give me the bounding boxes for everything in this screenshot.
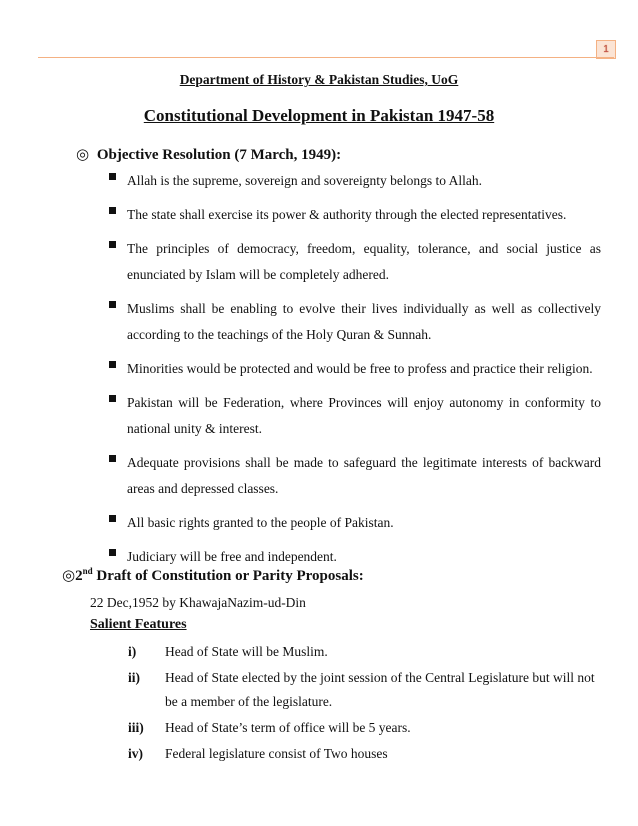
department-heading: Department of History & Pakistan Studies, UoG: [179, 72, 459, 87]
salient-features-label: Salient Features: [90, 617, 187, 632]
page-number: 1: [603, 44, 609, 55]
target-icon: ◎: [62, 568, 76, 584]
square-bullet-icon: [109, 361, 116, 368]
header-rule: [38, 57, 614, 58]
square-bullet-icon: [109, 455, 116, 462]
list-item: [0, 356, 638, 382]
list-item-text: Minorities would be protected and would be free to profess and practice their religion.: [127, 361, 593, 376]
feature-text: Head of State elected by the joint session of the Central Legislature but will not be a member of the legislature.: [165, 670, 595, 709]
feature-number: i): [128, 644, 137, 659]
heading-ordinal: nd: [82, 566, 93, 576]
feature-number: iv): [128, 746, 143, 761]
square-bullet-icon: [109, 241, 116, 248]
list-item-text: Judiciary will be free and independent.: [127, 549, 337, 564]
list-item: [0, 236, 638, 288]
square-bullet-icon: [109, 395, 116, 402]
list-item: [0, 168, 638, 194]
list-item-text: Adequate provisions shall be made to safeguard the legitimate interests of backward areas and depressed classes.: [127, 455, 601, 496]
list-item-text: The principles of democracy, freedom, equality, tolerance, and social justice as enunciated by Islam will be completely adhered.: [127, 241, 601, 282]
list-item: [0, 510, 638, 536]
objective-resolution-list: [0, 172, 638, 582]
list-item: [0, 390, 638, 442]
feature-number: iii): [128, 720, 144, 735]
square-bullet-icon: [109, 173, 116, 180]
square-bullet-icon: [109, 549, 116, 556]
date-line: 22 Dec,1952 by KhawajaNazim-ud-Din: [90, 595, 306, 610]
square-bullet-icon: [109, 515, 116, 522]
objective-resolution-heading: [76, 145, 341, 164]
feature-text: Federal legislature consist of Two houses: [165, 746, 388, 761]
parity-proposals-heading: [62, 566, 364, 585]
feature-item: [0, 640, 638, 664]
feature-text: Head of State’s term of office will be 5 years.: [165, 720, 411, 735]
list-item: [0, 296, 638, 348]
square-bullet-icon: [109, 301, 116, 308]
salient-features-list: [0, 640, 638, 768]
feature-number: ii): [128, 670, 140, 685]
list-item-text: Pakistan will be Federation, where Provinces will enjoy autonomy in conformity to national unity & interest.: [127, 395, 601, 436]
list-item: [0, 202, 638, 228]
feature-item: [0, 716, 638, 740]
list-item-text: Muslims shall be enabling to evolve their lives individually as well as collectively according to the teachings of the Holy Quran & Sunnah.: [127, 301, 601, 342]
feature-text: Head of State will be Muslim.: [165, 644, 328, 659]
feature-item: [0, 742, 638, 766]
square-bullet-icon: [109, 207, 116, 214]
heading-number: 2: [75, 568, 83, 584]
list-item: [0, 450, 638, 502]
target-icon: ◎: [76, 147, 90, 163]
list-item-text: The state shall exercise its power & authority through the elected representatives.: [127, 207, 567, 222]
list-item-text: Allah is the supreme, sovereign and sovereignty belongs to Allah.: [127, 173, 483, 188]
document-title: Constitutional Development in Pakistan 1947-58: [143, 106, 495, 125]
section-heading-text: Draft of Constitution or Parity Proposals:: [92, 568, 364, 584]
section-heading-text: Objective Resolution (7 March, 1949):: [96, 147, 342, 163]
list-item-text: All basic rights granted to the people of Pakistan.: [127, 515, 394, 530]
feature-item: [0, 666, 638, 714]
